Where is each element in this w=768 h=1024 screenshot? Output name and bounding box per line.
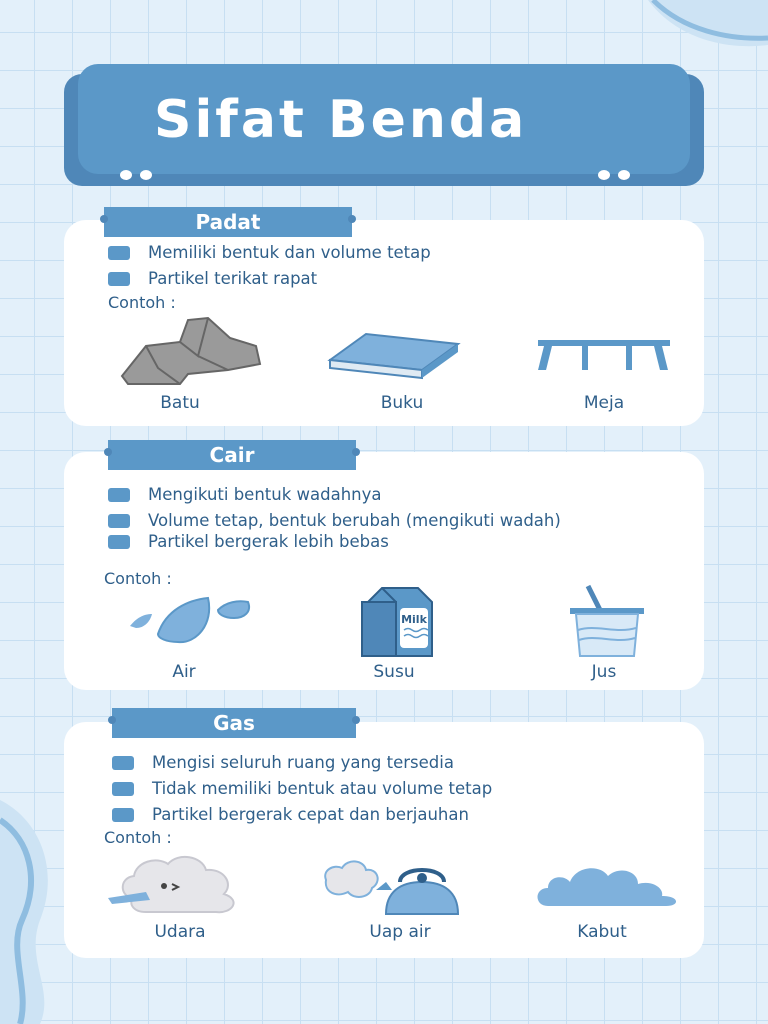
table-icon: [536, 338, 672, 374]
bullet-list: [112, 752, 682, 830]
juice-cup-icon: [566, 584, 648, 658]
fog-cloud-icon: [534, 862, 680, 908]
section-tag-padat: Padat: [104, 207, 352, 237]
page-title: Sifat Benda: [154, 90, 528, 150]
bullet-list: [108, 484, 678, 557]
banner-dots-left: [120, 170, 152, 180]
example-label-susu: Susu: [373, 662, 415, 682]
book-icon: [322, 330, 462, 382]
contoh-label: Contoh :: [108, 293, 176, 312]
list-item: Mengisi seluruh ruang yang tersedia: [112, 752, 682, 773]
section-card-gas: [64, 722, 704, 958]
list-item: Partikel bergerak lebih bebas: [108, 531, 678, 552]
example-label-batu: Batu: [160, 393, 200, 413]
bullet-list: [108, 242, 678, 294]
list-item: Memiliki bentuk dan volume tetap: [108, 242, 678, 263]
example-label-buku: Buku: [380, 393, 424, 413]
list-item: Partikel terikat rapat: [108, 268, 678, 289]
wind-cloud-icon: [106, 854, 246, 918]
milk-carton-text: Milk: [401, 613, 427, 626]
list-item: Partikel bergerak cepat dan berjauhan: [112, 804, 682, 825]
example-label-air: Air: [172, 662, 196, 682]
example-label-kabut: Kabut: [577, 922, 627, 942]
section-card-cair: [64, 452, 704, 690]
water-drop-icon: [126, 594, 256, 646]
example-label-meja: Meja: [583, 393, 625, 413]
example-label-uap-air: Uap air: [369, 922, 431, 942]
banner-dots-right: [598, 170, 630, 180]
list-item: Mengikuti bentuk wadahnya: [108, 484, 678, 505]
example-label-jus: Jus: [591, 662, 617, 682]
section-card-padat: [64, 220, 704, 426]
kettle-steam-icon: [320, 854, 462, 920]
milk-carton-icon: [358, 586, 434, 658]
list-item: Tidak memiliki bentuk atau volume tetap: [112, 778, 682, 799]
example-label-udara: Udara: [154, 922, 206, 942]
contoh-label: Contoh :: [104, 828, 172, 847]
section-tag-gas: Gas: [112, 708, 356, 738]
section-tag-cair: Cair: [108, 440, 356, 470]
title-banner: [64, 64, 704, 188]
wave-decoration-left: [0, 790, 70, 1024]
contoh-label: Contoh :: [104, 569, 172, 588]
rock-icon: [118, 316, 264, 388]
list-item: Volume tetap, bentuk berubah (mengikuti wadah): [108, 510, 678, 531]
